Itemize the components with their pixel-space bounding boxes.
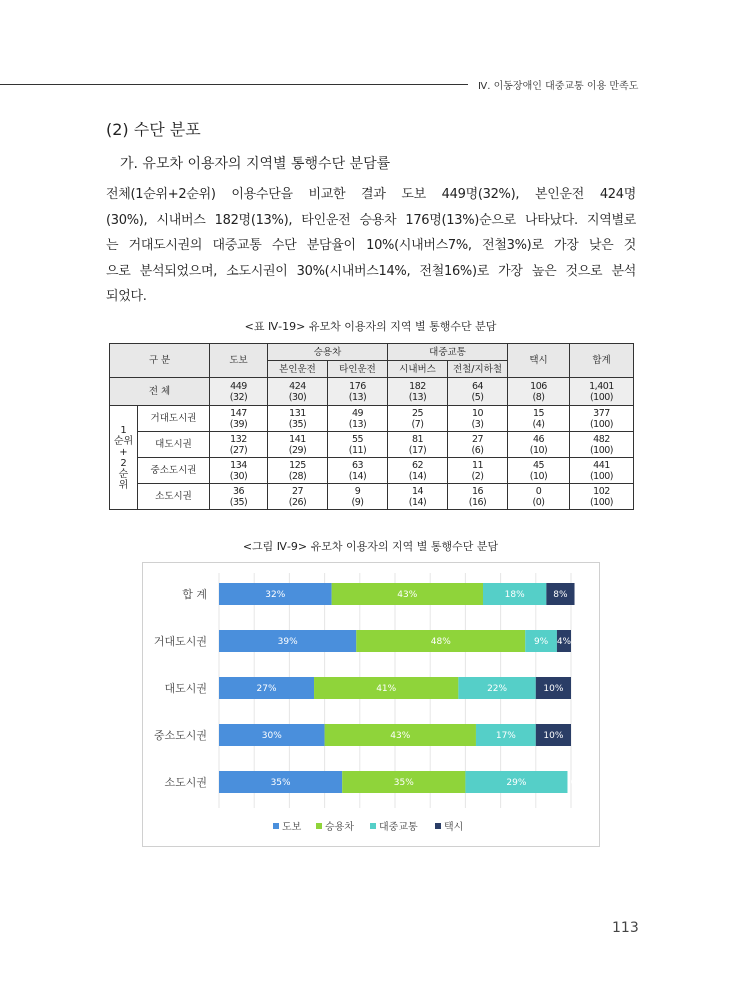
cell-pct: (30) <box>229 470 248 482</box>
rank-label-part: 1 <box>120 424 127 436</box>
cell-count: 55 <box>351 433 364 445</box>
rank-label-part: 위 <box>118 479 129 491</box>
header-subway: 전철/지하철 <box>448 361 508 378</box>
legend-label: 대중교통 <box>379 822 418 833</box>
cell-count: 147 <box>230 407 247 419</box>
row-label-total: 전 체 <box>110 378 210 406</box>
cell-count: 10 <box>471 407 484 419</box>
page-number: 113 <box>612 920 639 936</box>
cell-pct: (35) <box>288 418 307 430</box>
table-row <box>110 406 634 432</box>
table-cell <box>448 484 508 510</box>
table-cell <box>570 432 634 458</box>
table-caption: <표 Ⅳ-19> 유모차 이용자의 지역 별 통행수단 분담 <box>244 320 497 333</box>
table-cell <box>328 378 388 406</box>
section-title: (2) 수단 분포 <box>106 120 201 139</box>
legend-label: 택시 <box>444 822 464 833</box>
rank-label-part: 순위 <box>113 435 134 447</box>
header-rule <box>0 84 468 85</box>
cell-pct: (13) <box>408 391 427 403</box>
header-walk: 도보 <box>210 344 268 378</box>
row-label-region: 대도시권 <box>138 432 210 458</box>
cell-pct: (17) <box>408 444 427 456</box>
cell-pct: (9) <box>351 496 364 508</box>
cell-count: 134 <box>230 459 247 471</box>
table-row-total <box>110 378 634 406</box>
data-label: 4% <box>556 637 572 647</box>
data-label: 35% <box>270 778 291 788</box>
cell-count: 16 <box>471 485 484 497</box>
header-other-drive: 타인운전 <box>328 361 388 378</box>
figure-caption: <그림 Ⅳ-9> 유모차 이용자의 지역 별 통행수단 분담 <box>242 540 499 553</box>
table-cell <box>210 458 268 484</box>
cell-count: 14 <box>411 485 424 497</box>
table-cell <box>210 432 268 458</box>
table-cell <box>388 432 448 458</box>
cell-pct: (16) <box>468 496 487 508</box>
cell-pct: (6) <box>471 444 484 456</box>
table-cell <box>570 458 634 484</box>
data-label: 39% <box>277 637 298 647</box>
table-cell <box>210 484 268 510</box>
cell-count: 11 <box>471 459 484 471</box>
rank-label-part: 2 <box>120 457 127 469</box>
cell-count: 15 <box>532 407 545 419</box>
cell-count: 102 <box>593 485 610 497</box>
cell-count: 176 <box>349 380 366 392</box>
table-cell <box>570 484 634 510</box>
table-cell <box>448 406 508 432</box>
table-cell <box>448 378 508 406</box>
data-label: 8% <box>553 590 568 600</box>
cell-pct: (14) <box>348 470 367 482</box>
cell-pct: (28) <box>288 470 307 482</box>
row-label-region: 소도시권 <box>138 484 210 510</box>
data-label: 48% <box>430 637 451 647</box>
legend-swatch <box>273 823 279 829</box>
table-cell <box>508 378 570 406</box>
table-cell <box>508 484 570 510</box>
row-label-region: 거대도시권 <box>138 406 210 432</box>
data-label: 29% <box>506 778 527 788</box>
cell-pct: (10) <box>529 444 548 456</box>
legend-swatch <box>370 823 376 829</box>
table-cell <box>388 458 448 484</box>
cell-count: 64 <box>471 380 484 392</box>
category-label: 합 계 <box>182 588 207 601</box>
data-label: 10% <box>543 684 564 694</box>
header-category: 구 분 <box>110 344 210 378</box>
cell-count: 62 <box>411 459 424 471</box>
cell-pct: (100) <box>589 470 614 482</box>
data-label: 9% <box>533 637 549 647</box>
cell-pct: (39) <box>229 418 248 430</box>
body-line: 전체(1순위+2순위) 이용수단을 비교한 결과 도보 449명(32%), 본인운전 424명 <box>106 187 636 202</box>
table-cell <box>268 406 328 432</box>
legend-label: 도보 <box>282 822 302 833</box>
legend-swatch <box>316 823 322 829</box>
cell-pct: (100) <box>589 391 614 403</box>
rank-label-part: + <box>119 446 128 458</box>
table-row <box>110 484 634 510</box>
header-car-group: 승용차 <box>268 344 388 361</box>
category-label: 거대도시권 <box>153 635 207 648</box>
table-cell <box>268 484 328 510</box>
cell-pct: (13) <box>348 391 367 403</box>
body-line: 는 거대도시권의 대중교통 수단 분담율이 10%(시내버스7%, 전철3%)로 가장 낮은 것 <box>106 238 636 253</box>
table-cell <box>268 458 328 484</box>
chart-svg <box>143 563 599 846</box>
cell-pct: (30) <box>288 391 307 403</box>
table-cell <box>328 484 388 510</box>
cell-count: 125 <box>289 459 306 471</box>
row-label-region: 중소도시권 <box>138 458 210 484</box>
cell-count: 141 <box>289 433 306 445</box>
table-cell <box>328 406 388 432</box>
subsection-title: 가. 유모차 이용자의 지역별 통행수단 분담률 <box>120 156 391 172</box>
table-cell <box>268 378 328 406</box>
cell-count: 27 <box>291 485 304 497</box>
table-cell <box>508 432 570 458</box>
cell-count: 46 <box>532 433 545 445</box>
header-total: 합계 <box>570 344 634 378</box>
cell-count: 63 <box>351 459 364 471</box>
rank-group-label <box>110 406 138 510</box>
cell-pct: (27) <box>229 444 248 456</box>
cell-count: 449 <box>230 380 247 392</box>
table-cell <box>210 378 268 406</box>
data-label: 0 <box>570 778 577 788</box>
table-row <box>110 432 634 458</box>
cell-count: 377 <box>593 407 610 419</box>
data-label: 27% <box>256 684 277 694</box>
cell-count: 36 <box>232 485 245 497</box>
table-cell <box>508 406 570 432</box>
cell-pct: (100) <box>589 496 614 508</box>
cell-pct: (0) <box>532 496 545 508</box>
data-label: 17% <box>495 731 516 741</box>
data-label: 22% <box>487 684 508 694</box>
cell-count: 0 <box>535 485 542 497</box>
cell-pct: (35) <box>229 496 248 508</box>
cell-count: 49 <box>351 407 364 419</box>
cell-pct: (29) <box>288 444 307 456</box>
body-paragraph <box>106 182 636 310</box>
table-cell <box>570 406 634 432</box>
cell-pct: (4) <box>532 418 545 430</box>
cell-count: 441 <box>593 459 610 471</box>
cell-count: 106 <box>530 380 547 392</box>
header-taxi: 택시 <box>508 344 570 378</box>
mode-share-chart <box>142 562 600 847</box>
cell-count: 81 <box>411 433 424 445</box>
cell-count: 132 <box>230 433 247 445</box>
body-line: 으로 분석되었으며, 소도시권이 30%(시내버스14%, 전철16%)로 가장 높은 것으로 분석 <box>106 263 636 279</box>
table-cell <box>328 432 388 458</box>
data-label: 10% <box>543 731 564 741</box>
cell-pct: (7) <box>411 418 424 430</box>
category-label: 대도시권 <box>164 682 207 695</box>
legend-swatch <box>435 823 441 829</box>
data-label: 43% <box>390 731 411 741</box>
data-label: 43% <box>397 590 418 600</box>
table-cell <box>388 378 448 406</box>
cell-pct: (13) <box>348 418 367 430</box>
body-line: 되었다. <box>106 289 147 304</box>
cell-pct: (5) <box>471 391 484 403</box>
category-label: 소도시권 <box>164 776 207 789</box>
header-bus: 시내버스 <box>388 361 448 378</box>
cell-pct: (14) <box>408 496 427 508</box>
cell-count: 131 <box>289 407 306 419</box>
mode-share-table <box>109 343 634 510</box>
data-label: 41% <box>376 684 397 694</box>
table-cell <box>508 458 570 484</box>
cell-count: 27 <box>471 433 484 445</box>
cell-count: 25 <box>411 407 424 419</box>
cell-count: 182 <box>409 380 426 392</box>
table-row <box>110 458 634 484</box>
table-cell <box>570 378 634 406</box>
body-line: (30%), 시내버스 182명(13%), 타인운전 승용차 176명(13%)순으로 나타났다. 지역별로 <box>106 212 636 228</box>
table-cell <box>388 484 448 510</box>
data-label: 35% <box>393 778 414 788</box>
table-cell <box>388 406 448 432</box>
cell-count: 1,401 <box>589 380 614 392</box>
cell-pct: (32) <box>229 391 248 403</box>
cell-count: 9 <box>354 485 361 497</box>
rank-label-part: 순 <box>118 468 129 480</box>
cell-pct: (2) <box>471 470 484 482</box>
cell-count: 45 <box>532 459 545 471</box>
cell-pct: (3) <box>471 418 484 430</box>
cell-pct: (100) <box>589 444 614 456</box>
cell-pct: (14) <box>408 470 427 482</box>
data-label: 32% <box>265 590 286 600</box>
cell-count: 424 <box>289 380 306 392</box>
data-label: 18% <box>504 590 525 600</box>
cell-pct: (26) <box>288 496 307 508</box>
cell-pct: (100) <box>589 418 614 430</box>
legend-label: 승용차 <box>325 822 354 833</box>
cell-pct: (11) <box>348 444 367 456</box>
header-self-drive: 본인운전 <box>268 361 328 378</box>
table-cell <box>210 406 268 432</box>
cell-pct: (8) <box>532 391 545 403</box>
header-transit-group: 대중교통 <box>388 344 508 361</box>
running-header: Ⅳ. 이동장애인 대중교통 이용 만족도 <box>478 81 639 92</box>
data-label: 30% <box>261 731 282 741</box>
table-cell <box>268 432 328 458</box>
table-cell <box>448 432 508 458</box>
table-cell <box>328 458 388 484</box>
table-cell <box>448 458 508 484</box>
cell-pct: (10) <box>529 470 548 482</box>
cell-count: 482 <box>593 433 610 445</box>
category-label: 중소도시권 <box>153 729 207 742</box>
